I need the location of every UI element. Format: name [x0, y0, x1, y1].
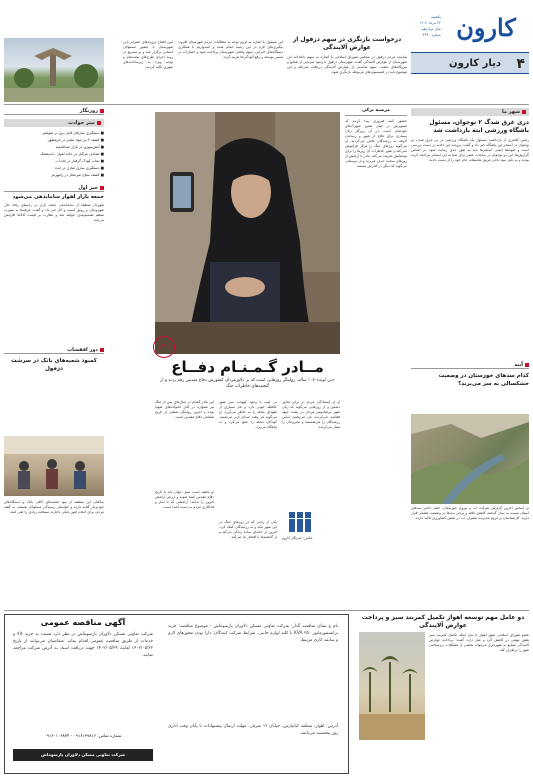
bullet-icon — [525, 363, 529, 367]
memoir-column — [345, 108, 407, 608]
tender-ad — [4, 614, 349, 774]
top-right-article — [287, 36, 407, 100]
shahrima-headline: دری غرق شدگ ۲ نوجوان، مسئول باشگاه ورزشی ابنه بازداشت شد — [429, 119, 529, 134]
dezfol-body: ساکنان این منطقه از نبود شعبه‌های کافی بانک و دستگاه‌های خودپرداز گلایه دارند و خواستار رسیدگی مسئولان هستند. به گفته مردم، برای انجام امور بانکی ناچارند مسافت زیادی را طی کنند. — [4, 500, 104, 514]
palm-grove-photo — [359, 632, 425, 740]
top-left-article: آیین افتتاح پروژه‌های عمرانی این شهرستان با حضور مسئولان استانی برگزار شد و بر تسریع در روند اجرای طرح‌های نیمه‌تمام و توجه ویژه به زیرساخت‌های شهری تاکید گردید. — [123, 40, 173, 69]
memoir-author: مرضیه ترکی — [345, 108, 407, 116]
divider — [4, 104, 529, 105]
dezfol-headline: کمبود شعبه‌های بانک در سرشت دزفول — [11, 358, 97, 372]
feature-col-3: این مادر گمنام در سال‌های پس از جنگ نیز همواره در کنار خانواده‌های شهدا بوده و امروز روایتگر بخشی از تاریخ شفاهی دفاع مقدس است. — [155, 400, 214, 419]
palm-illustration — [359, 632, 425, 740]
article-headline: درخواست بازنگری در سهم دزفول از عوارض آلایندگی — [292, 36, 402, 51]
monument-illustration — [4, 38, 104, 102]
dezfol-tag: دور افقشاپ — [4, 347, 104, 354]
list-item: ■ دستگیری سارقان کابل برق در شوشتر — [42, 131, 104, 135]
feature-bottom-2: او معتقد است نسل جوان باید با تاریخ دفاع مقدس آشنا شوند و ارزش آرامش امروز را بدانند؛ آرامشی که با ایثار و فداکاری مردم به دست آمده است. — [155, 490, 214, 509]
section-tag: آینه — [411, 362, 529, 369]
shahrima-section — [411, 108, 529, 358]
bank-queue-photo — [4, 436, 104, 496]
feature-dek: «بی لوبه» ۱۰۷ ساله، روایتگر روزهایی است که بر دلاورمردان کشورش دفاع مقدس رقم زدند و از گنجینه‌های خاطرات جنگ — [160, 378, 335, 389]
tender-col2: نام و نشان مناقصه گذار: شرکت تعاونی مسکن دلاوران پارسوماش - موضوع مناقصه: خرید ترانسفورماتور ۲۵۰ KVA با کلیه لوازم جانبی، شرایط شرکت کنندگان: دارا بودن مجوزهای لازم و سابقه کاری مرتبط. — [168, 624, 338, 643]
river-illustration — [411, 414, 529, 504]
tender-title: آگهی مناقصه عمومی — [40, 618, 126, 627]
books-graphic — [287, 510, 313, 534]
list-item: ■ دستگیری سارق منازل در ایذه — [55, 166, 104, 170]
list-item: ■ کشف ۲ تن مواد مخدر در خرمشهر — [47, 138, 104, 142]
tender-phones: شماره تماس: ۰۹۱۶۱۳۹۸۱۶ - ۰۹۱۶۰۱۰۶۸۳۴ — [44, 733, 122, 738]
bullet-icon — [97, 121, 101, 125]
ayeneh-body: بر اساس آخرین گزارش شرکت آب و نیروی خوزستان، حجم ذخایر سدهای استان نسبت به سال گذشته کاهش یافته و برخی سدها در وضعیت هشدار قرار دارند. کارشناسان بر لزوم مدیریت مصرف آب در بخش کشاورزی تاکید دارند. — [411, 506, 529, 520]
feature-headline: مــادر گـمـنـام دفــاع — [171, 358, 324, 376]
list-item: ■ تصادف مرگبار در جاده اهواز - اندیمشک — [40, 152, 104, 156]
section-band — [411, 52, 529, 74]
bottom-headline: دو عامل مهم توسعه اهواز تکمیل کمربند سبز و پرداخت عوارض آلایندگی — [361, 614, 525, 629]
memoir-body: حضور کنیه فیروزی پیدا کردم که تصویرش در میان همین شهرک‌های خودشان است. در آن روزگار زنان بسیاری برای دفاع از شهر و رساندن آذوقه به رزمندگان تلاش می‌کردند. او می‌گوید روزهای جنگ را هرگز فراموش نمی‌کند و هنوز خاطرات آن روزها را برای نوه‌هایش تعریف می‌کند. مادر با آرامش از روزهای سخت حرف می‌زند و از دوستانی می‌گوید که دیگر در کنارش نیستند. — [345, 119, 407, 168]
tayer-list — [4, 130, 104, 179]
river-photo — [411, 414, 529, 504]
list-item: ■ آتش‌سوزی در بازار عبدالحمید — [55, 145, 104, 149]
tender-body: شرکت تعاونی مسکن دلاوران پارسوماش در نظر دارد نسبت به خرید کالا و خدمات از طریق مناقصه عمومی اقدام نماید. متقاضیان می‌توانند از تاریخ ۱۴۰۲/۰۵/۲۲ لغایت ۱۴۰۲/۰۵/۲۹ جهت دریافت اسناد به آدرس شرکت مراجعه نمایند. — [13, 632, 153, 658]
shahrima-body: رئیس کلانتری از بازداشت مسئول یک باشگاه ورزشی در پی غرق شدن دو نوجوان در استخر این باشگاه خبر داد و گفت: پرونده این حادثه در دست بررسی است و ضوابط ایمنی استخرها باید به طور جدی رعایت شود. بر اساس گزارش‌ها، این دو نوجوان در ساعات عصر برای شنا به این استخر مراجعه کرده بودند و به دلیل نبود ناجی غریق متاسفانه جان خود را از دست دادند. — [411, 138, 529, 162]
tayer-tag: تیتر حوادث — [4, 119, 104, 127]
stamp-text: یادبود — [157, 342, 169, 349]
issue-info: یکشنبه ۲۲ مرداد ۱۴۰۲ سال دوازدهم شماره ۳۴۹۰ — [419, 15, 441, 37]
section-tag: شهر ما — [411, 108, 529, 116]
logo: کارون — [456, 13, 516, 42]
khabar-body: شهردار منطقه از ساماندهی جمعه بازار در راستای رفاه حال شهروندان و رونق کسب و کار خبر داد و گفت: غرفه‌ها به صورت منظم تقسیم‌بندی خواهد شد و نظارت بر قیمت کالاها افزایش می‌یابد. — [4, 203, 104, 222]
bullet-icon — [522, 110, 526, 114]
top-middle-article: این مسئول با اشاره به لزوم توجه به مطالبات مردم شهرستان افزود: پیگیری‌های لازم در این زمینه انجام شده و امیدواریم با همکاری دستگاه‌های اجرایی، سهم واقعی شهرستان پرداخت شود و اعتبارات در مسیر توسعه و رفع آلودگی‌ها هزینه گردد. — [178, 40, 283, 59]
feature-headline-block — [155, 358, 340, 396]
feature-col-2: بی لوبه با وجود کهولت سن هنوز حافظه خوبی دارد و نام بسیاری از شهدای محله را به خاطر می‌آورد. او می‌گوید هر وقت صدای آژیر می‌شنید، کودکان محله را جمع می‌کرد و به پناهگاه می‌برد. — [219, 400, 277, 429]
bullet-icon — [100, 186, 104, 190]
khabar-headline: جمعه بازار لفوار ساماندهی می‌شود — [12, 194, 104, 200]
people-illustration — [4, 436, 104, 496]
bottom-body: عضو شورای اسلامی شهر اهواز با بیان اینکه تکمیل کمربند سبز نقش مهمی در کاهش گرد و غبار دارد، گفت: پرداخت عوارض آلایندگی صنایع به شهرداری می‌تواند بخشی از مشکلات زیرساختی شهر را برطرف کند. — [429, 633, 529, 652]
feature-caption: عکس: خبرنگار کارون — [281, 536, 313, 540]
bullet-icon — [100, 348, 104, 352]
elderly-woman-illustration — [155, 112, 340, 354]
bullet-icon — [100, 109, 104, 113]
tender-col2b: آدرس: اهواز، منطقه کیانپارس، خیابان ۱۲ شرقی. مهلت ارسال پیشنهادات تا پایان وقت اداری روز پنجشنبه می‌باشد. — [168, 724, 338, 736]
masthead — [411, 4, 529, 92]
divider — [4, 610, 529, 611]
rooznegar-tag: روزنگار — [4, 108, 104, 115]
books-icon — [287, 510, 313, 534]
feature-photo — [155, 112, 340, 354]
section-title: دیار کارون — [449, 58, 501, 69]
list-item: ■ کشف سلاح غیرمجاز در رامهرمز — [51, 173, 104, 177]
tender-footer: شرکت تعاونی مسکن دلاوران پارسوماش — [13, 749, 153, 761]
article-body: نماینده مردم دزفول در مجلس شورای اسلامی با اشاره به سهم ناعادلانه این شهرستان از عوارض آلایندگی گفت: شهرستان دزفول با وجود میزبانی از صنایع و نیروگاه‌های متعدد، سهم مناسبی از عوارض آلایندگی دریافت نمی‌کند و این موضوع باید در کمیسیون‌های مربوطه بازنگری شود. — [287, 55, 407, 74]
ayeneh-headline: کدام سدهای خوزستان در وضعیت خشکسالی به سر می‌برند؟ — [438, 373, 529, 387]
feature-col-1: او از ایستادگی مردم در برابر تجاوز دشمن و از روزهایی می‌گوید که زنان شهر دوشادوش مردان در پشت جبهه فعالیت می‌کردند. نان می‌پختند، لباس رزمندگان را می‌شستند و مجروحان را تیمار می‌کردند. — [282, 400, 340, 429]
monument-photo — [4, 38, 104, 102]
page-number: ۴ — [516, 56, 525, 72]
feature-bottom-1: یکی از زنانی که در روزهای جنگ در این شهر ماند و به رزمندگان کمک کرد، امروز در خانه‌ای ساده زندگی می‌کند و از گذشته‌ها با افتخار یاد می‌کند. — [219, 520, 277, 539]
khabar-tag: خبر اول — [4, 185, 104, 192]
list-item: ■ نجات کودک گرفتار در چاه آب — [55, 159, 104, 163]
